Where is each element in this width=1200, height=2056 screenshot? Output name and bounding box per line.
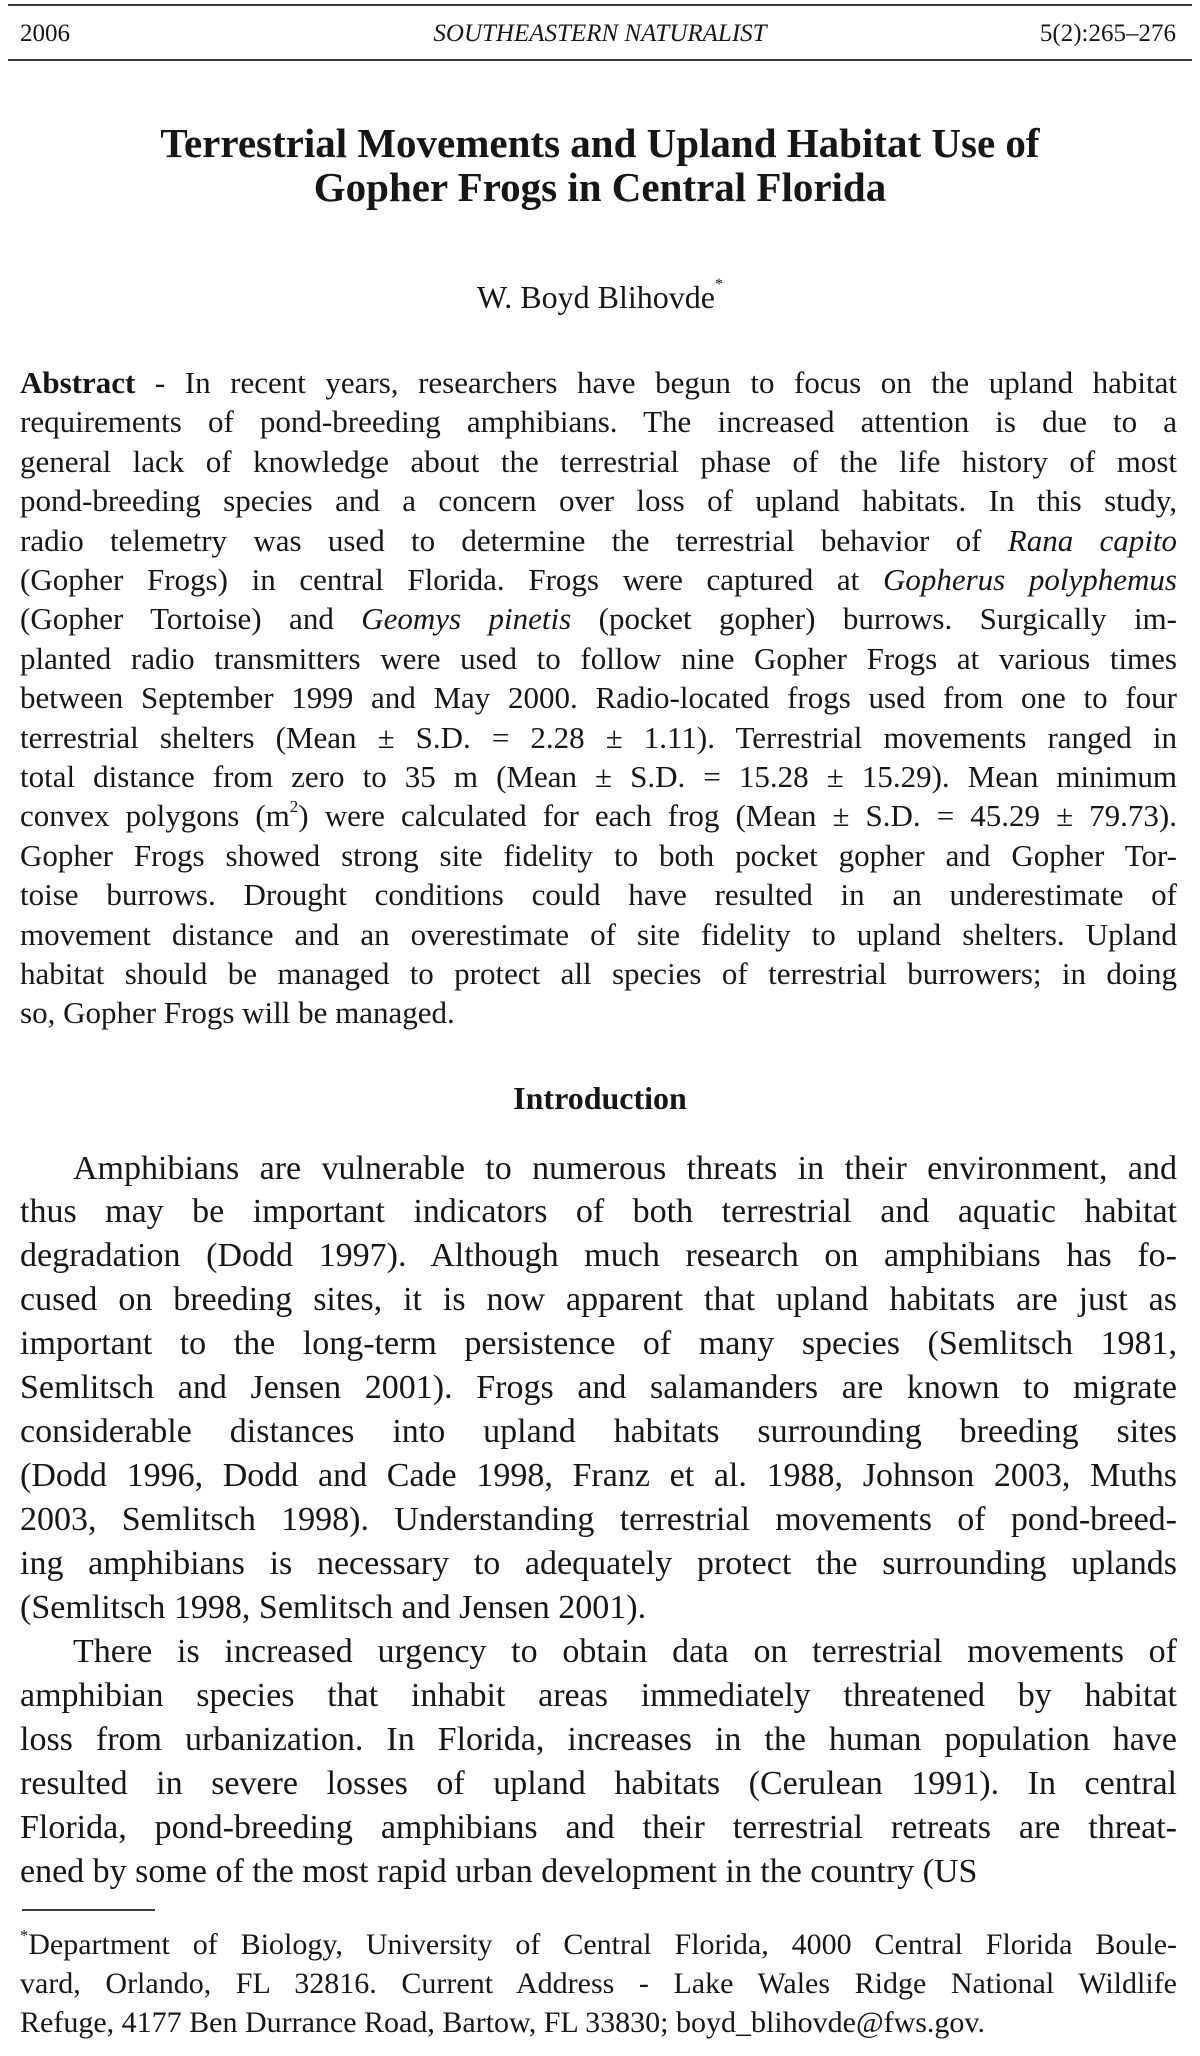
species-name: Rana capito bbox=[1007, 522, 1178, 558]
text-run: movement distance and an overestimate of site fidelity to upland shelters. Upland bbox=[20, 916, 1177, 952]
text-run: ) were calculated for each frog (Mean ± S.D. = 45.29 ± 79.73). bbox=[298, 798, 1178, 834]
text-run: ing amphibians is necessary to adequately protect the surrounding uplands bbox=[20, 1545, 1177, 1583]
introduction-line bbox=[73, 1632, 1177, 1670]
abstract-line bbox=[20, 483, 1177, 519]
author-footnote-marker: * bbox=[714, 276, 723, 293]
abstract-line bbox=[20, 680, 1177, 716]
text-run: between September 1999 and May 2000. Radio-located frogs used from one to four bbox=[20, 680, 1177, 716]
introduction-line bbox=[73, 1149, 1177, 1187]
introduction-line bbox=[20, 1459, 1177, 1493]
introduction-line bbox=[20, 1371, 1177, 1405]
introduction-line bbox=[20, 1195, 1177, 1229]
introduction-line bbox=[20, 1239, 1177, 1273]
abstract-line bbox=[20, 404, 1177, 440]
section-heading-introduction: Introduction bbox=[513, 1080, 687, 1116]
introduction-line bbox=[20, 1415, 1177, 1449]
footnote-line bbox=[20, 2005, 985, 2039]
text-run: Florida, pond-breeding amphibians and their terrestrial retreats are threat- bbox=[20, 1808, 1177, 1846]
abstract-line bbox=[20, 443, 1177, 479]
abstract-line bbox=[20, 916, 1177, 952]
text-run: considerable distances into upland habitats surrounding breeding sites bbox=[20, 1413, 1177, 1451]
text-run: planted radio transmitters were used to follow nine Gopher Frogs at various times bbox=[20, 640, 1177, 676]
text-run: so, Gopher Frogs will be managed. bbox=[20, 995, 455, 1031]
text-run: (Gopher Frogs) in central Florida. Frogs were captured at bbox=[20, 562, 883, 598]
introduction-line bbox=[20, 1852, 978, 1890]
text-run: (Semlitsch 1998, Semlitsch and Jensen 2001). bbox=[20, 1589, 647, 1627]
species-name: Gopherus polyphemus bbox=[882, 562, 1177, 598]
abstract-line bbox=[20, 797, 1178, 834]
text-run: convex polygons (m bbox=[20, 798, 290, 834]
species-name: Geomys pinetis bbox=[361, 601, 572, 637]
text-run: cused on breeding sites, it is now apparent that upland habitats are just as bbox=[20, 1281, 1177, 1319]
introduction-line bbox=[20, 1547, 1177, 1581]
author-byline bbox=[0, 276, 1200, 315]
text-run: Amphibians are vulnerable to numerous threats in their environment, and bbox=[73, 1149, 1177, 1187]
text-run: Department of Biology, University of Central Florida, 4000 Central Florida Boule- bbox=[28, 1927, 1177, 1961]
text-run: (pocket gopher) burrows. Surgically im- bbox=[571, 601, 1177, 637]
introduction-line bbox=[20, 1720, 1177, 1758]
text-run: There is increased urgency to obtain data on terrestrial movements of bbox=[73, 1632, 1177, 1670]
abstract-line bbox=[20, 956, 1177, 992]
footnote-line bbox=[20, 1966, 1177, 2000]
text-run: - In recent years, researchers have begun to focus on the upland habitat bbox=[135, 365, 1177, 401]
abstract-line bbox=[20, 522, 1178, 558]
abstract-line bbox=[20, 365, 1177, 401]
header-citation: 5(2):265–276 bbox=[1039, 20, 1176, 47]
introduction-line bbox=[20, 1503, 1177, 1537]
text-run: general lack of knowledge about the terrestrial phase of the life history of most bbox=[20, 443, 1177, 479]
header-year: 2006 bbox=[20, 20, 70, 47]
text-run: Semlitsch and Jensen 2001). Frogs and salamanders are known to migrate bbox=[20, 1369, 1177, 1407]
text-run: 2003, Semlitsch 1998). Understanding terrestrial movements of pond-breed- bbox=[20, 1501, 1177, 1539]
abstract-line bbox=[20, 562, 1177, 598]
text-run: Refuge, 4177 Ben Durrance Road, Bartow, FL 33830; boyd_blihovde@fws.gov. bbox=[20, 2005, 985, 2039]
author-name: W. Boyd Blihovde bbox=[477, 279, 715, 315]
text-run: vard, Orlando, FL 32816. Current Address - Lake Wales Ridge National Wildlife bbox=[20, 1966, 1177, 2000]
article-title-line-1: Terrestrial Movements and Upland Habitat Use of bbox=[160, 120, 1040, 166]
introduction-line bbox=[20, 1808, 1177, 1846]
header-bottom-rule bbox=[8, 59, 1192, 61]
text-run: pond-breeding species and a concern over loss of upland habitats. In this study, bbox=[20, 483, 1177, 519]
text-run: resulted in severe losses of upland habitats (Cerulean 1991). In central bbox=[20, 1764, 1177, 1802]
text-run: amphibian species that inhabit areas immediately threatened by habitat bbox=[20, 1676, 1177, 1714]
abstract-line bbox=[20, 995, 455, 1031]
footnote-line bbox=[20, 1925, 1177, 1961]
text-run: degradation (Dodd 1997). Although much research on amphibians has fo- bbox=[20, 1237, 1177, 1275]
introduction-line bbox=[20, 1676, 1177, 1714]
superscript: 2 bbox=[289, 797, 299, 817]
text-run: habitat should be managed to protect all species of terrestrial burrowers; in doing bbox=[20, 956, 1177, 992]
text-run: ened by some of the most rapid urban development in the country (US bbox=[20, 1852, 978, 1890]
introduction-line bbox=[20, 1591, 646, 1625]
text-run: loss from urbanization. In Florida, increases in the human population have bbox=[20, 1720, 1177, 1758]
text-run: (Dodd 1996, Dodd and Cade 1998, Franz et al. 1988, Johnson 2003, Muths bbox=[20, 1457, 1177, 1495]
superscript: * bbox=[20, 1925, 29, 1945]
text-run: total distance from zero to 35 m (Mean ± S.D. = 15.28 ± 15.29). Mean minimum bbox=[20, 759, 1177, 795]
text-run: Gopher Frogs showed strong site fidelity to both pocket gopher and Gopher Tor- bbox=[20, 837, 1177, 873]
header-journal: SOUTHEASTERN NATURALIST bbox=[433, 20, 767, 47]
introduction-line bbox=[20, 1327, 1177, 1361]
abstract-line bbox=[20, 719, 1177, 755]
text-run: toise burrows. Drought conditions could have resulted in an underestimate of bbox=[20, 877, 1177, 913]
abstract-line bbox=[20, 640, 1177, 676]
text-run: important to the long-term persistence of many species (Semlitsch 1981, bbox=[20, 1325, 1177, 1363]
text-run: radio telemetry was used to determine the terrestrial behavior of bbox=[20, 522, 1008, 558]
abstract-line bbox=[20, 837, 1177, 873]
text-run: (Gopher Tortoise) and bbox=[20, 601, 362, 637]
footnote-rule bbox=[22, 1909, 155, 1911]
article-title-line-2: Gopher Frogs in Central Florida bbox=[313, 164, 887, 210]
abstract-line bbox=[20, 601, 1177, 637]
introduction-line bbox=[20, 1764, 1177, 1802]
text-run: terrestrial shelters (Mean ± S.D. = 2.28 ± 1.11). Terrestrial movements ranged in bbox=[20, 719, 1177, 755]
header-top-rule bbox=[8, 4, 1192, 6]
text-run: thus may be important indicators of both terrestrial and aquatic habitat bbox=[20, 1193, 1177, 1231]
text-run: requirements of pond-breeding amphibians. The increased attention is due to a bbox=[20, 404, 1177, 440]
abstract-line bbox=[20, 877, 1177, 913]
abstract-label: Abstract bbox=[20, 365, 136, 401]
introduction-line bbox=[20, 1283, 1177, 1317]
abstract-line bbox=[20, 759, 1177, 795]
